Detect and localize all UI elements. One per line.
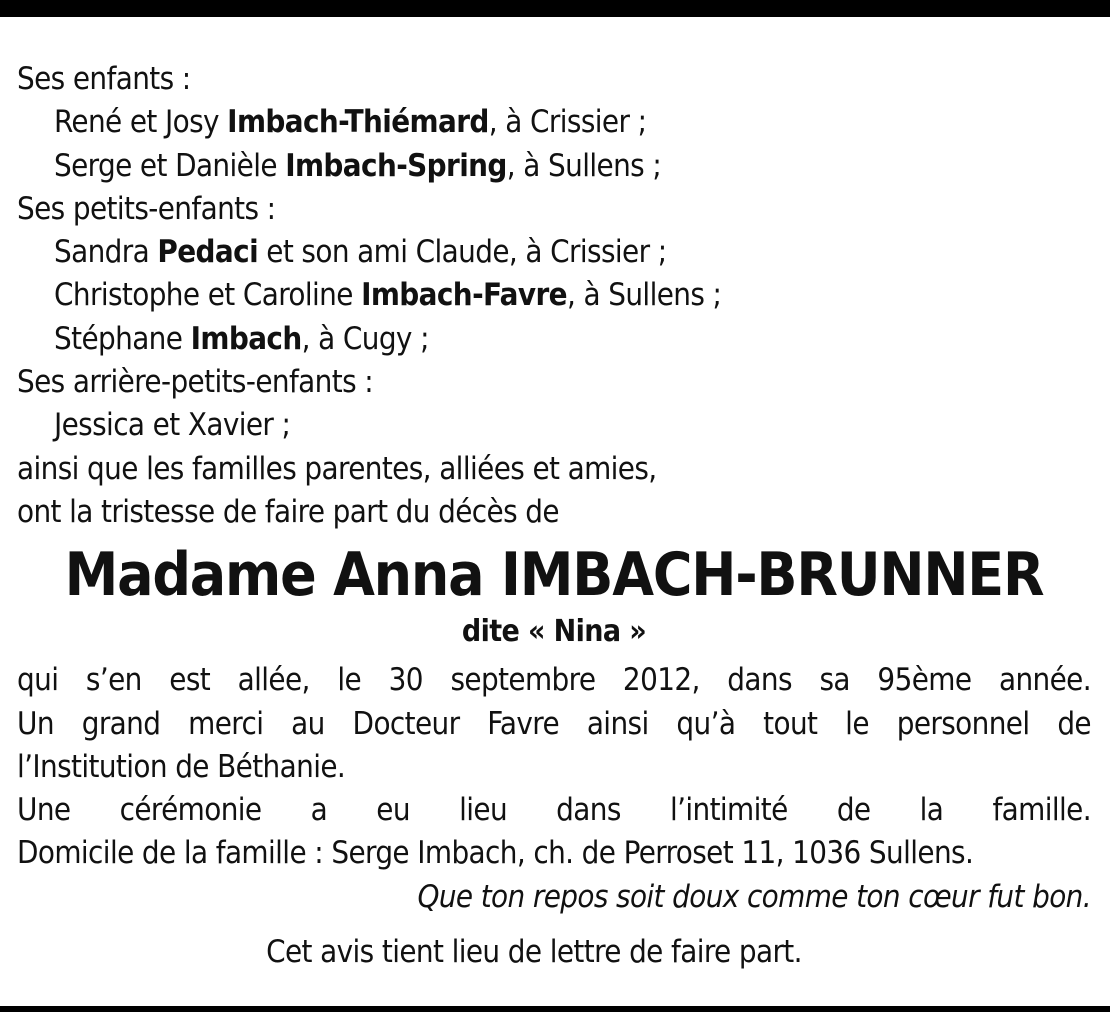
child-location: , à Crissier ; — [488, 104, 647, 141]
grandchild-surname: Imbach — [190, 320, 302, 357]
announcement-line: ont la tristesse de faire part du décès de — [17, 493, 559, 530]
relatives-line: ainsi que les familles parentes, alliées et amies, — [17, 450, 657, 487]
grandchild-location: , à Cugy ; — [301, 320, 429, 357]
grandchild-entry — [17, 318, 1091, 361]
child-given-names: Serge et Danièle — [54, 147, 286, 184]
thanks-line: Un grand merci au Docteur Favre ainsi qu’à tout le personnel de — [17, 705, 1091, 742]
child-surname: Imbach-Spring — [285, 147, 507, 184]
child-entry — [17, 101, 1091, 144]
great-grandchildren-heading: Ses arrière-petits-enfants : — [17, 364, 374, 401]
children-heading: Ses enfants : — [17, 61, 191, 97]
grandchildren-heading: Ses petits-enfants : — [17, 190, 276, 227]
obituary-notice — [17, 58, 1091, 974]
deceased-nickname: dite « Nina » — [461, 614, 647, 650]
grandchild-given-names: Stéphane — [54, 320, 191, 357]
institution-line: l’Institution de Béthanie. — [17, 748, 346, 785]
ceremony-line: Une cérémonie a eu lieu dans l’intimité de la famille. — [17, 792, 1091, 829]
death-date-line: qui s’en est allée, le 30 septembre 2012, dans sa 95ème année. — [17, 662, 1091, 699]
deceased-name: Madame Anna IMBACH-BRUNNER — [64, 540, 1044, 611]
grandchild-location: , à Sullens ; — [566, 277, 722, 314]
grandchild-surname: Imbach-Favre — [361, 277, 567, 314]
motto-quote: Que ton repos soit doux comme ton cœur fut bon. — [417, 878, 1091, 915]
child-given-names: René et Josy — [54, 104, 228, 141]
bottom-border-rule — [0, 1006, 1110, 1012]
grandchild-given-names: Christophe et Caroline — [54, 277, 362, 314]
child-entry — [17, 145, 1091, 188]
grandchild-entry — [17, 231, 1091, 274]
child-location: , à Sullens ; — [506, 147, 662, 184]
grandchild-entry — [17, 274, 1091, 317]
grandchild-surname: Pedaci — [157, 234, 259, 271]
family-address-line: Domicile de la famille : Serge Imbach, ch. de Perroset 11, 1036 Sullens. — [17, 835, 974, 872]
great-grandchildren-names: Jessica et Xavier ; — [54, 407, 291, 444]
child-surname: Imbach-Thiémard — [227, 104, 489, 141]
closing-note: Cet avis tient lieu de lettre de faire part. — [266, 934, 802, 971]
grandchild-given-names: Sandra — [54, 234, 158, 271]
grandchild-location: et son ami Claude, à Crissier ; — [258, 234, 667, 271]
top-border-rule — [0, 0, 1110, 17]
